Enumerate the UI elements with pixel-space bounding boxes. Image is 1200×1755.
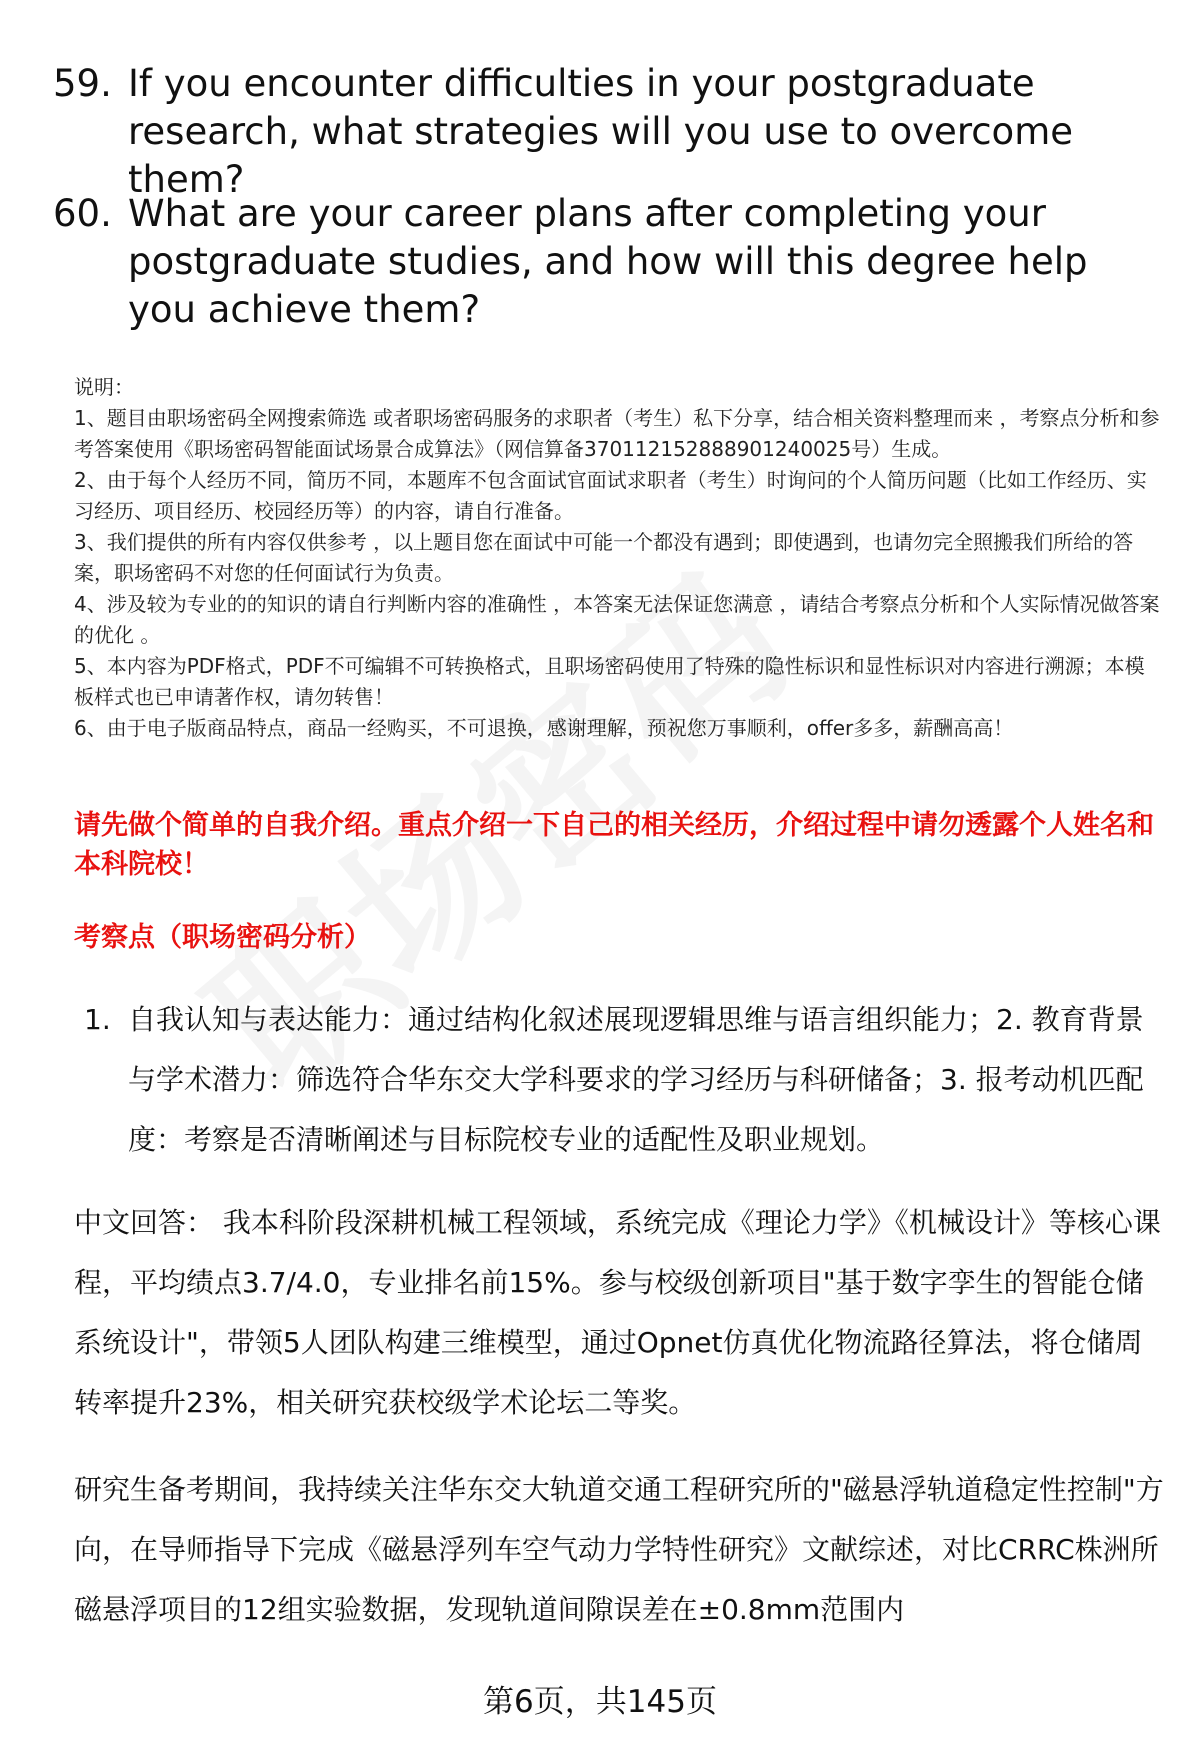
question-heading: 请先做个简单的自我介绍。重点介绍一下自己的相关经历，介绍过程中请勿透露个人姓名和本科院校！: [74, 810, 1154, 880]
notes-section: [74, 372, 1164, 744]
note-item: 3、我们提供的所有内容仅供参考 ，以上题目您在面试中可能一个都没有遇到；即使遇到，也请勿完全照搬我们所给的答案，职场密码不对您的任何面试行为负责。: [74, 530, 1134, 585]
answer-paragraph: 中文回答： 我本科阶段深耕机械工程领域，系统完成《理论力学》《机械设计》等核心课程，平均绩点3.7/4.0，专业排名前15%。参与校级创新项目"基于数字孪生的智能仓储系统设计"，带领5人团队构建三维模型，通过Opnet仿真优化物流路径算法，将仓储周转率提升23%，相关研究获校级学术论坛二等奖。: [74, 1206, 1161, 1419]
question-number: 59.: [53, 62, 112, 105]
note-item: 4、涉及较为专业的的知识的请自行判断内容的准确性 ，本答案无法保证您满意 ，请结合考察点分析和个人实际情况做答案的优化 。: [74, 592, 1160, 647]
note-item: 6、由于电子版商品特点，商品一经购买，不可退换，感谢理解，预祝您万事顺利，offer多多，薪酬高高！: [74, 716, 1014, 740]
analysis-heading: 考察点（职场密码分析）: [74, 922, 371, 953]
note-item: 2、由于每个人经历不同，简历不同，本题库不包含面试官面试求职者（考生）时询问的个人简历问题（比如工作经历、实习经历、项目经历、校园经历等）的内容，请自行准备。: [74, 468, 1147, 523]
question-60: [53, 190, 1163, 334]
question-59: [53, 60, 1163, 204]
page-number: 第6页，共145页: [483, 1684, 717, 1720]
notes-title: 说明：: [74, 375, 134, 399]
note-item: 5、本内容为PDF格式，PDF不可编辑不可转换格式，且职场密码使用了特殊的隐性标识和显性标识对内容进行溯源；本模板样式也已申请著作权，请勿转售！: [74, 654, 1145, 709]
question-text: If you encounter difficulties in your postgraduate research, what strategies will you use to overcome them?: [128, 62, 1073, 201]
note-item: 1、题目由职场密码全网搜索筛选 或者职场密码服务的求职者（考生）私下分享，结合相关资料整理而来 ，考察点分析和参考答案使用《职场密码智能面试场景合成算法》（网信算备370112152888901240025号）生成。: [74, 406, 1160, 461]
question-text: What are your career plans after completing your postgraduate studies, and how will this degree help you achieve them?: [128, 192, 1088, 331]
analysis-list-item: [84, 990, 1164, 1170]
answer-paragraph: 研究生备考期间，我持续关注华东交大轨道交通工程研究所的"磁悬浮轨道稳定性控制"方向，在导师指导下完成《磁悬浮列车空气动力学特性研究》文献综述，对比CRRC株洲所磁悬浮项目的12组实验数据，发现轨道间隙误差在±0.8mm范围内: [74, 1473, 1164, 1626]
list-number: 1.: [84, 1003, 111, 1036]
list-text: 自我认知与表达能力：通过结构化叙述展现逻辑思维与语言组织能力；2. 教育背景与学术潜力：筛选符合华东交大学科要求的学习经历与科研储备；3. 报考动机匹配度：考察是否清晰阐述与目标院校专业的适配性及职业规划。: [128, 1003, 1144, 1156]
question-number: 60.: [53, 192, 112, 235]
